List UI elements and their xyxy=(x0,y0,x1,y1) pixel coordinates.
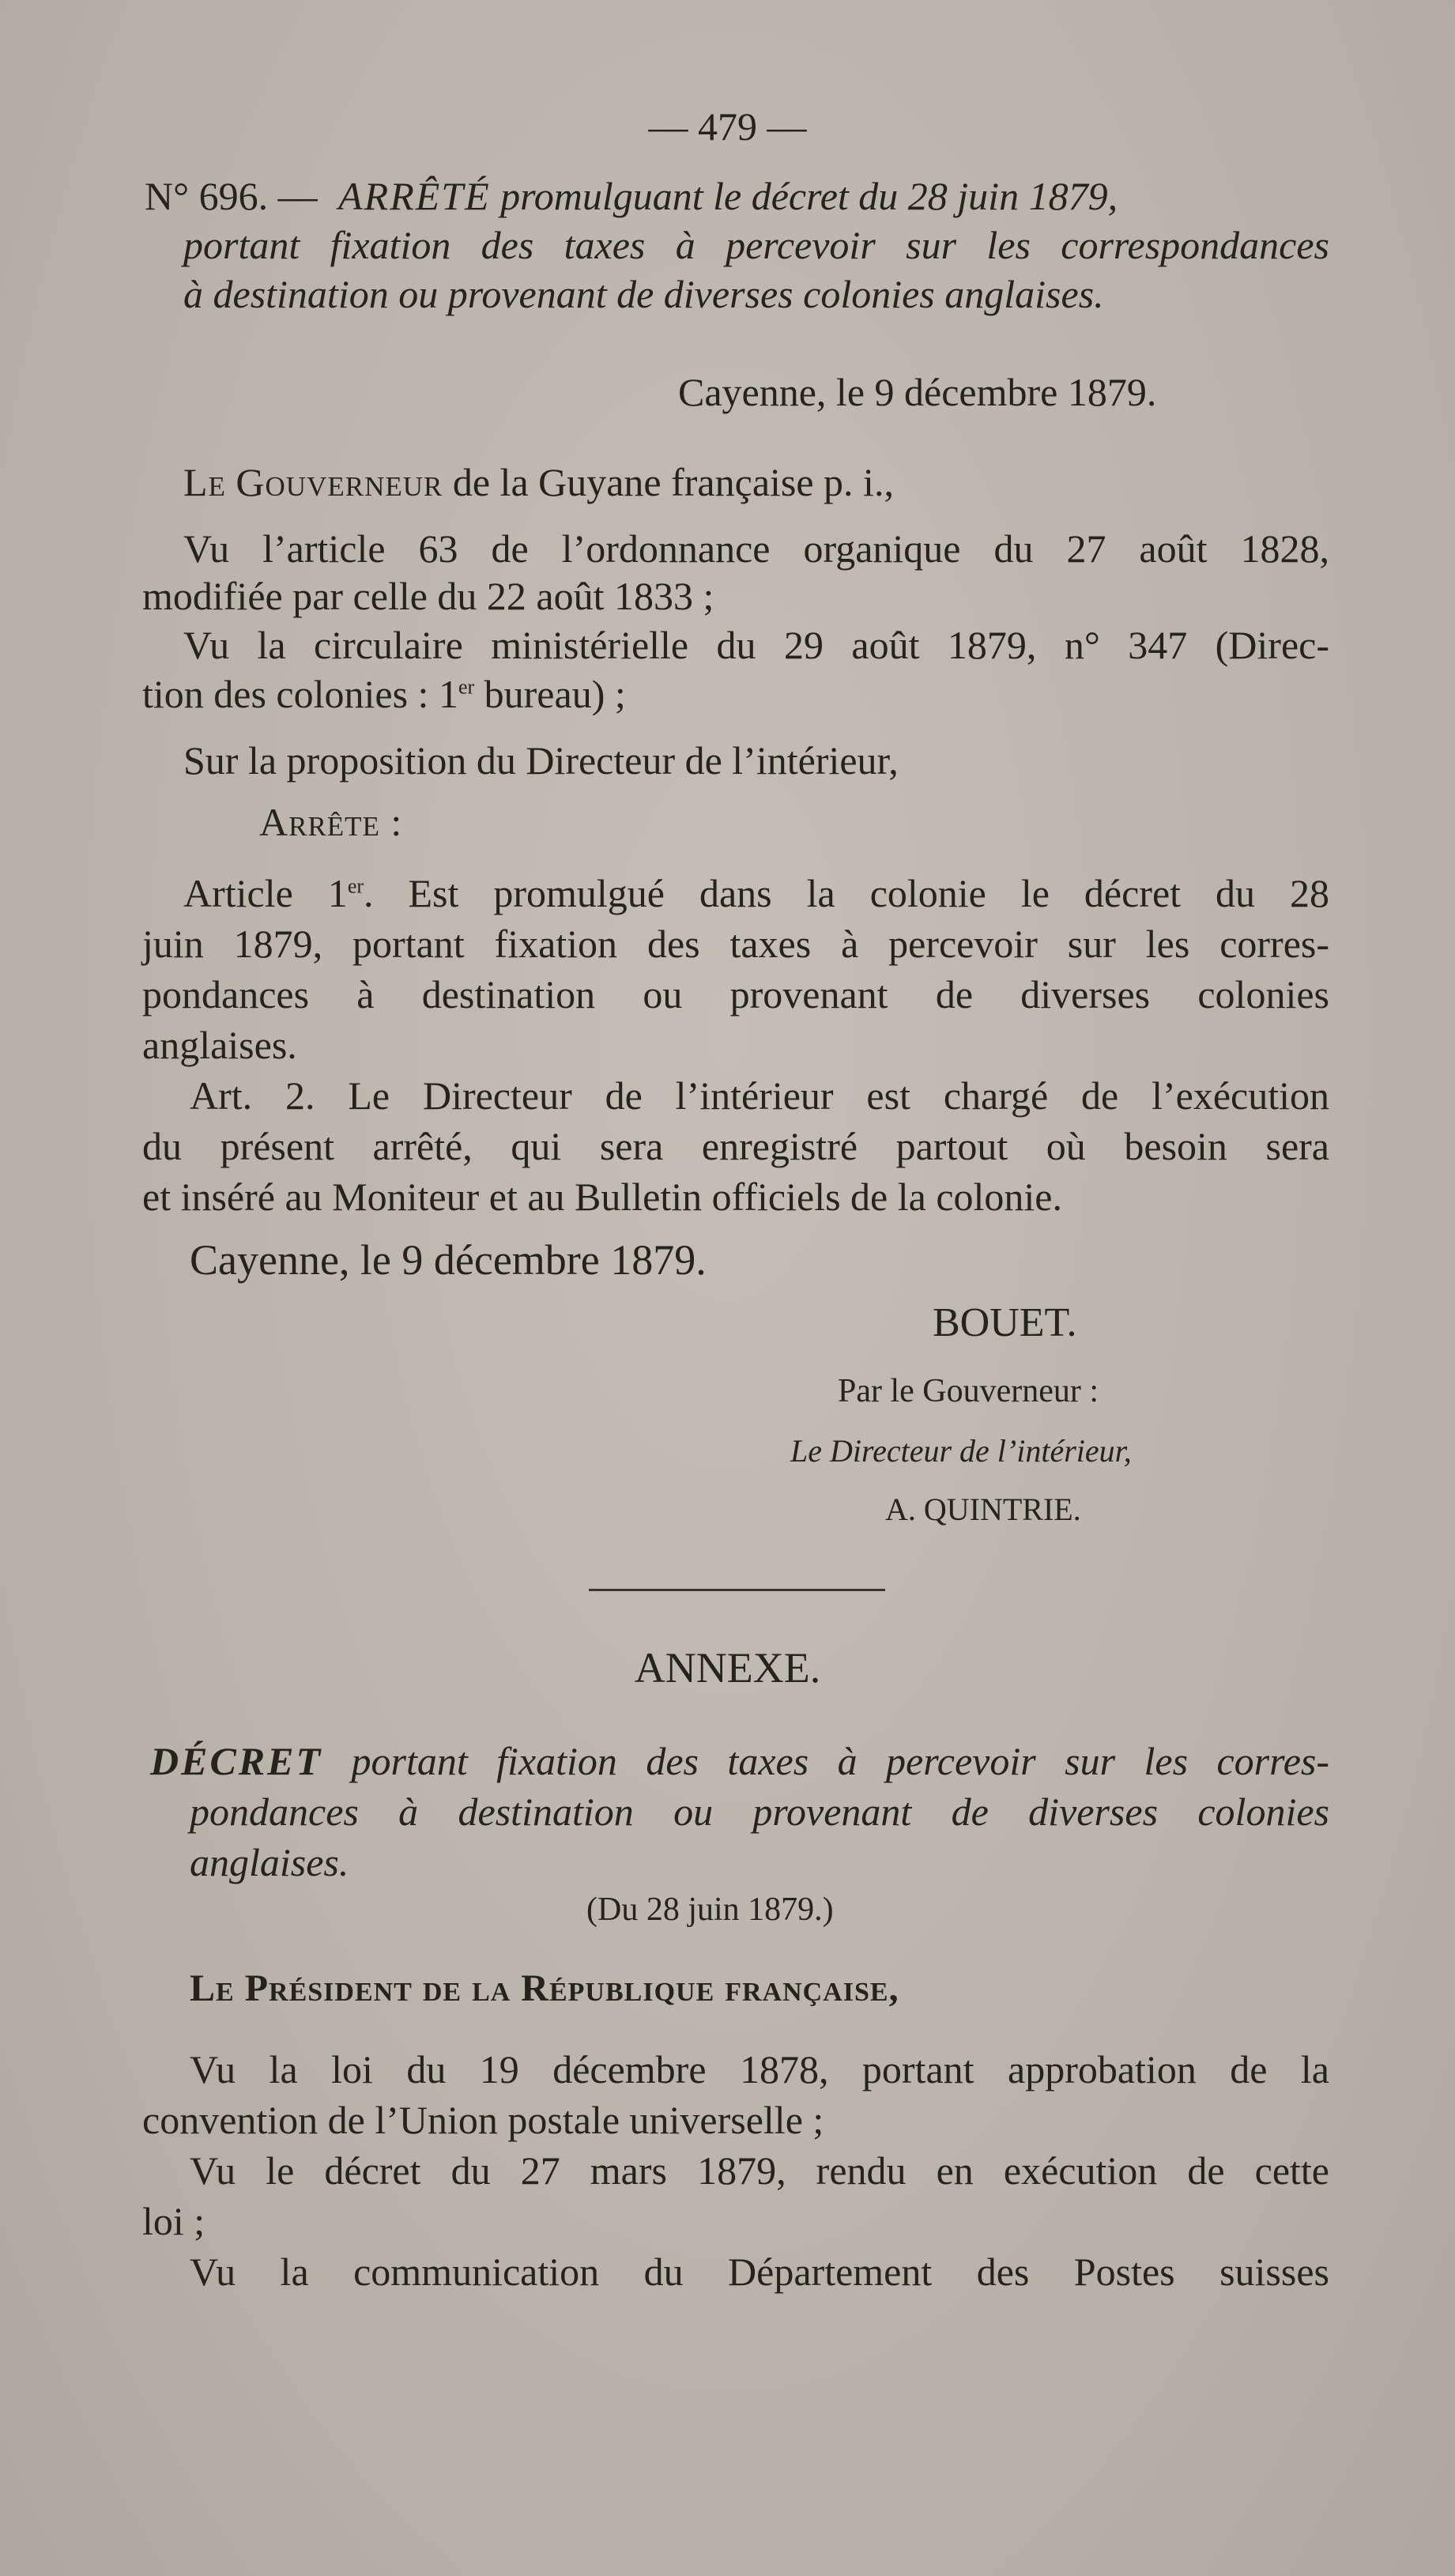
arrete-title-rest: promulguant le décret du 28 juin 1879, xyxy=(500,174,1118,218)
closing-date: Cayenne, le 9 décembre 1879. xyxy=(190,1236,707,1284)
sur-proposition: Sur la proposition du Directeur de l’intérieur, xyxy=(183,738,899,783)
section-divider xyxy=(589,1589,885,1591)
arrete-title-line-2: portant fixation des taxes à percevoir sur les correspondances xyxy=(183,223,1329,267)
vu-communication-line: Vu la communication du Département des Postes suisses xyxy=(190,2250,1329,2294)
signatory: BOUET. xyxy=(933,1300,1077,1345)
superscript: er xyxy=(347,874,364,898)
vu-decret-line-1: Vu le décret du 27 mars 1879, rendu en exécution de cette xyxy=(190,2148,1329,2193)
arrete-label: Arrête : xyxy=(259,800,403,844)
decret-title-line-1 xyxy=(150,1737,1329,1785)
directeur-interieur: Le Directeur de l’intérieur, xyxy=(790,1433,1132,1469)
decret-title-line-3: anglaises. xyxy=(190,1840,349,1884)
decret-title-line-2: pondances à destination ou provenant de diverses colonies xyxy=(190,1790,1329,1834)
governor-le: Le xyxy=(183,460,226,504)
par-le-gouverneur: Par le Gouverneur : xyxy=(838,1373,1099,1409)
annexe-heading: ANNEXE. xyxy=(634,1644,821,1692)
vu-loi-line-1: Vu la loi du 19 décembre 1878, portant approbation de la xyxy=(190,2047,1329,2091)
vu-decret-line-2: loi ; xyxy=(142,2199,205,2243)
arrete-dateline: Cayenne, le 9 décembre 1879. xyxy=(678,370,1157,414)
decret-title-word: DÉCRET xyxy=(150,1739,323,1783)
arrete-title-line-3: à destination ou provenant de diverses colonies anglaises. xyxy=(183,272,1104,316)
article-1-line-3: pondances à destination ou provenant de diverses colonies xyxy=(142,972,1329,1016)
vu-circulaire-line-1: Vu la circulaire ministérielle du 29 août 1879, n° 347 (Direc- xyxy=(183,623,1329,667)
article-2-line-2: du présent arrêté, qui sera enregistré partout où besoin sera xyxy=(142,1124,1329,1168)
superscript: er xyxy=(458,675,475,699)
article-1-line-1 xyxy=(183,869,1329,917)
president-line: Le Président de la République française, xyxy=(190,1967,899,2009)
decret-title-rest: portant fixation des taxes à percevoir sur les corres- xyxy=(351,1739,1330,1783)
arrete-title-line-1 xyxy=(145,172,1330,220)
vu-ordonnance-line-2: modifiée par celle du 22 août 1833 ; xyxy=(142,574,714,618)
page-number: — 479 — xyxy=(648,104,807,149)
article-1-text: . Est promulgué dans la colonie le décret du 28 xyxy=(364,871,1329,915)
vu-ordonnance-line-1: Vu l’article 63 de l’ordonnance organique du 27 août 1828, xyxy=(183,526,1329,571)
countersignatory: A. QUINTRIE. xyxy=(885,1492,1081,1527)
decret-date: (Du 28 juin 1879.) xyxy=(586,1891,834,1928)
governor-title: Gouverneur xyxy=(236,460,443,504)
governor-rest: de la Guyane française p. i., xyxy=(452,460,894,504)
article-2-line-1: Art. 2. Le Directeur de l’intérieur est chargé de l’exécution xyxy=(190,1073,1329,1118)
article-1-label: Article 1 xyxy=(183,871,348,915)
vu-circulaire-text: tion des colonies : 1 xyxy=(142,672,458,716)
governor-line xyxy=(183,458,894,506)
vu-circulaire-text-end: bureau) ; xyxy=(474,672,626,716)
arrete-title-word: ARRÊTÉ xyxy=(338,174,491,218)
arrete-number: N° 696. — xyxy=(145,174,318,218)
article-1-line-2: juin 1879, portant fixation des taxes à percevoir sur les corres- xyxy=(142,922,1329,966)
vu-circulaire-line-2 xyxy=(142,670,626,718)
vu-loi-line-2: convention de l’Union postale universelle ; xyxy=(142,2098,824,2142)
article-2-line-3: et inséré au Moniteur et au Bulletin officiels de la colonie. xyxy=(142,1175,1062,1219)
article-1-line-4: anglaises. xyxy=(142,1023,297,1067)
